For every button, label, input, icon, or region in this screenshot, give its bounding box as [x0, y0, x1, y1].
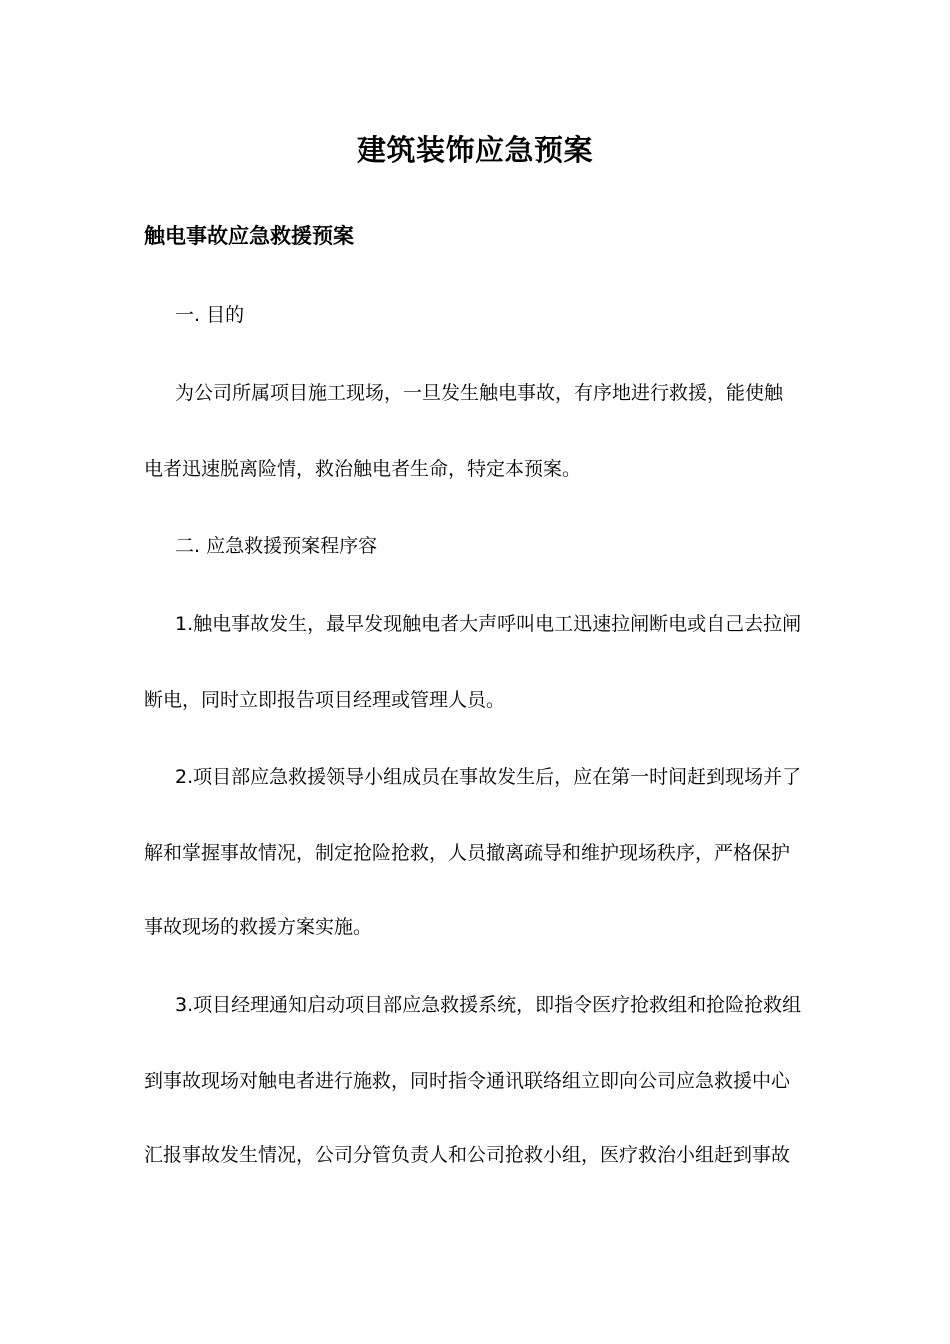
- paragraph-line: 3.项目经理通知启动项目部应急救援系统，即指令医疗抢救组和抢险抢救组: [175, 994, 802, 1016]
- paragraph-line: 1.触电事故发生，最早发现触电者大声呼叫电工迅速拉闸断电或自己去拉闸: [175, 613, 802, 635]
- heading-procedure: 二. 应急救援预案程序容: [175, 535, 378, 557]
- paragraph-line: 汇报事故发生情况，公司分管负责人和公司抢救小组，医疗救治小组赶到事故: [144, 1144, 791, 1166]
- paragraph-line: 解和掌握事故情况，制定抢险抢救，人员撤离疏导和维护现场秩序，严格保护: [144, 842, 791, 864]
- section-title: 触电事故应急救援预案: [144, 224, 354, 248]
- paragraph-line: 断电，同时立即报告项目经理或管理人员。: [144, 689, 506, 711]
- heading-purpose: 一. 目的: [175, 304, 245, 326]
- paragraph-line: 为公司所属项目施工现场，一旦发生触电事故，有序地进行救援，能使触: [175, 382, 784, 404]
- paragraph-line: 事故现场的救援方案实施。: [144, 916, 373, 938]
- document-title: 建筑装饰应急预案: [356, 133, 593, 167]
- paragraph-line: 电者迅速脱离险情，救治触电者生命，特定本预案。: [144, 458, 582, 480]
- paragraph-line: 到事故现场对触电者进行施救，同时指令通讯联络组立即向公司应急救援中心: [144, 1070, 791, 1092]
- paragraph-line: 2.项目部应急救援领导小组成员在事故发生后，应在第一时间赶到现场并了: [175, 766, 802, 788]
